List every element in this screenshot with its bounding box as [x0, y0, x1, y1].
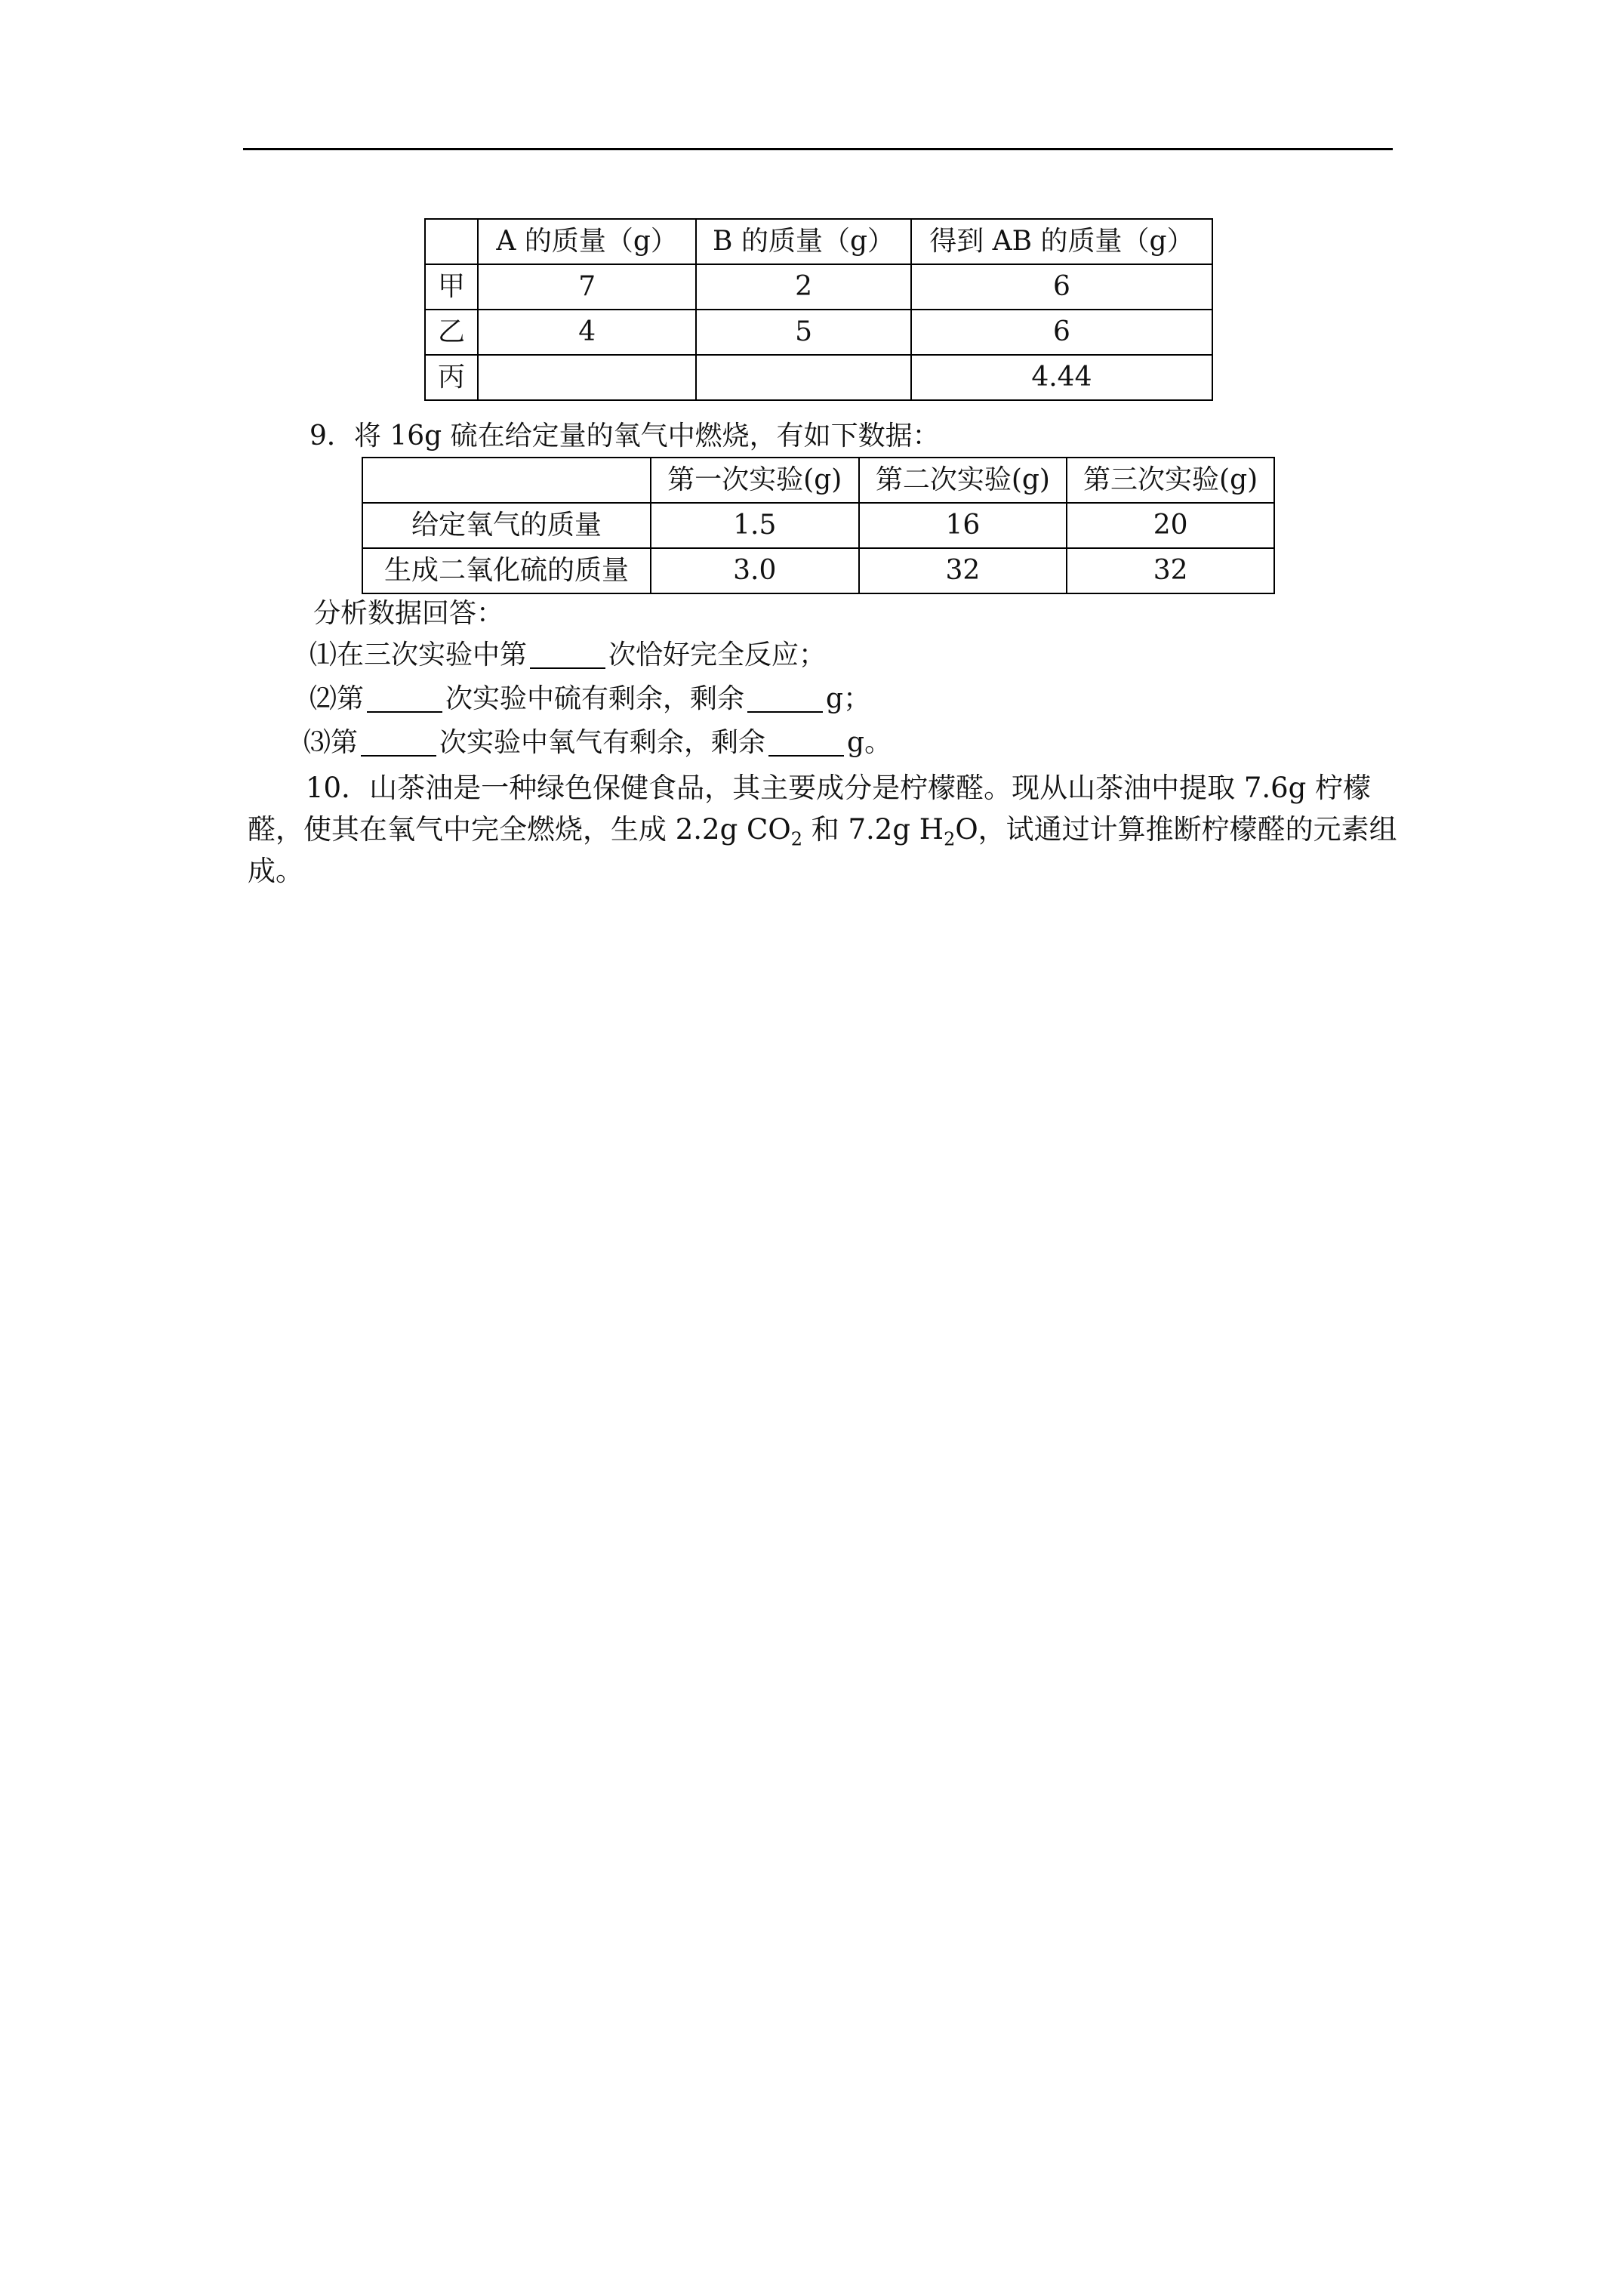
- table-cell: 20: [1067, 503, 1274, 548]
- row-label: 给定氧气的质量: [362, 503, 651, 548]
- table-cell: 2: [696, 264, 911, 310]
- table-header-cell: 第三次实验(g): [1067, 458, 1274, 503]
- sub-question-text: 次实验中氧气有剩余，剩余: [439, 727, 766, 758]
- question-10-line-3: 成。: [248, 855, 303, 887]
- question-10-line-2: [248, 815, 1397, 848]
- row-label: 生成二氧化硫的质量: [362, 548, 651, 593]
- table-header-cell: 第一次实验(g): [651, 458, 859, 503]
- row-label: 乙: [425, 310, 478, 355]
- answer-blank[interactable]: [530, 642, 605, 669]
- co2-subscript: 2: [790, 828, 802, 850]
- table-row: [425, 355, 1212, 400]
- question-9-stem: 9．将 16g 硫在给定量的氧气中燃烧，有如下数据：: [310, 421, 940, 451]
- row-label: 丙: [425, 355, 478, 400]
- table-header-cell: B 的质量（g）: [696, 219, 911, 264]
- mass-table: [424, 218, 1213, 401]
- table-cell: 3.0: [651, 548, 859, 593]
- sub-question-text: 次实验中硫有剩余，剩余: [445, 683, 745, 714]
- answer-blank[interactable]: [747, 686, 823, 713]
- sub-question-text: g。: [847, 727, 892, 758]
- table-row: [425, 310, 1212, 355]
- table-row: [362, 503, 1274, 548]
- sub-question-text: ⑶第: [303, 727, 359, 758]
- table-row: [362, 548, 1274, 593]
- sub-question-text: ⑴在三次实验中第: [310, 639, 528, 670]
- table-cell: [696, 355, 911, 400]
- sub-question-3: [303, 729, 892, 757]
- table-header-cell: [425, 219, 478, 264]
- table-cell: 6: [911, 310, 1212, 355]
- table-cell: 6: [911, 264, 1212, 310]
- table-header-cell: A 的质量（g）: [478, 219, 696, 264]
- table-header-cell: 得到 AB 的质量（g）: [911, 219, 1212, 264]
- answer-blank[interactable]: [361, 729, 436, 757]
- table-header-row: [362, 458, 1274, 503]
- table-cell: [478, 355, 696, 400]
- question-10-text: 和 7.2g H: [802, 813, 944, 846]
- answer-blank[interactable]: [367, 686, 442, 713]
- question-10-line-1: 10．山茶油是一种绿色保健食品，其主要成分是柠檬醛。现从山茶油中提取 7.6g 柠檬: [306, 772, 1372, 804]
- table-cell: 5: [696, 310, 911, 355]
- table-header-cell: 第二次实验(g): [859, 458, 1067, 503]
- row-label: 甲: [425, 264, 478, 310]
- table-cell: 32: [1067, 548, 1274, 593]
- table-cell: 16: [859, 503, 1067, 548]
- table-cell: 32: [859, 548, 1067, 593]
- sulfur-combustion-table: [362, 457, 1275, 594]
- h2o-subscript: 2: [944, 828, 956, 850]
- table-cell: 1.5: [651, 503, 859, 548]
- header-rule: [243, 148, 1393, 150]
- question-9-prompt: 分析数据回答：: [313, 598, 504, 629]
- table-cell: 7: [478, 264, 696, 310]
- table-row: [425, 264, 1212, 310]
- table-header-row: [425, 219, 1212, 264]
- sub-question-text: 次恰好完全反应；: [608, 639, 827, 670]
- table-cell: 4.44: [911, 355, 1212, 400]
- sub-question-text: ⑵第: [310, 683, 365, 714]
- answer-blank[interactable]: [768, 729, 844, 757]
- question-10-text: 醛，使其在氧气中完全燃烧，生成 2.2g CO: [248, 813, 791, 846]
- question-10-text: O，试通过计算推断柠檬醛的元素组: [955, 813, 1397, 846]
- sub-question-text: g；: [826, 683, 871, 714]
- table-cell: 4: [478, 310, 696, 355]
- table-header-cell: [362, 458, 651, 503]
- sub-question-2: [310, 683, 871, 714]
- sub-question-1: [310, 639, 827, 670]
